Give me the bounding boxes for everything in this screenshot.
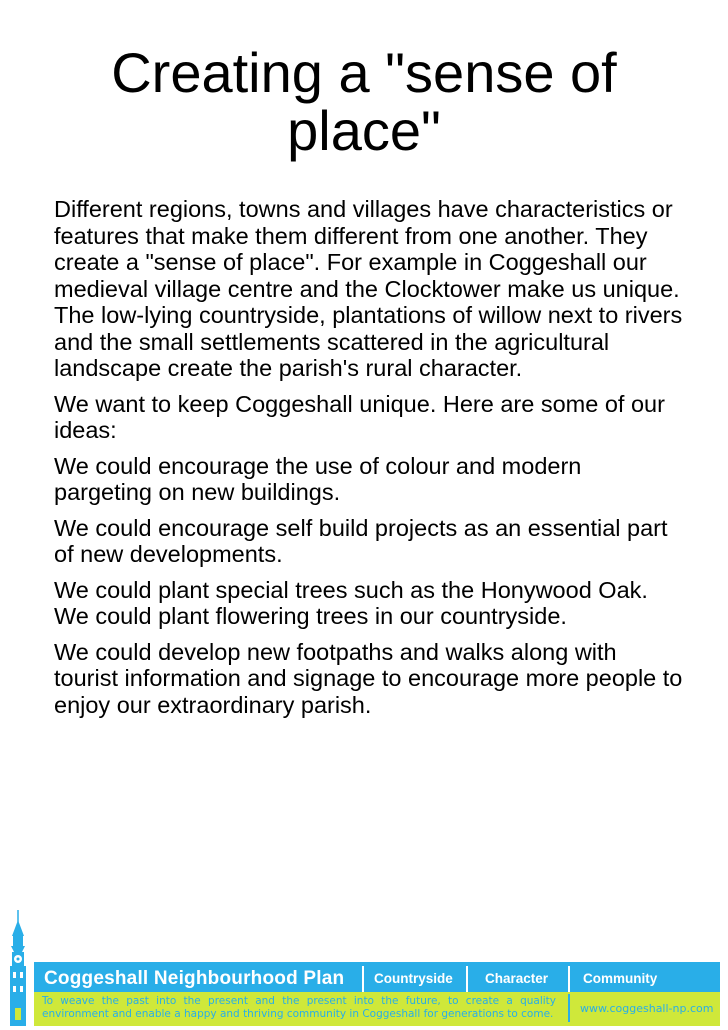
tag-community: Community — [583, 971, 658, 986]
website-link[interactable]: www.coggeshall-np.com — [580, 1002, 714, 1015]
paragraph-idea-colour: We could encourage the use of colour and modern pargeting on new buildings. — [54, 452, 582, 505]
paragraph-idea-trees: We could plant special trees such as the Honywood Oak. We could plant flowering trees in our countryside. — [54, 576, 648, 629]
clocktower-icon — [4, 908, 32, 1028]
divider — [568, 966, 570, 992]
footer-banner — [0, 908, 728, 1030]
tag-character: Character — [485, 971, 549, 986]
page-title: Creating a "sense of place" — [111, 41, 617, 162]
divider — [466, 966, 468, 992]
tag-countryside: Countryside — [374, 971, 453, 986]
paragraph-ideas-intro: We want to keep Coggeshall unique. Here are some of our ideas: — [54, 390, 665, 443]
body-text — [54, 196, 684, 727]
paragraph-intro: Different regions, towns and villages have characteristics or features that make them different from one another. They create a "sense of place". For example in Coggeshall our medieval village centre and the Clocktower make us unique. The low-lying countryside, plantations of willow next to rivers and the small settlements scattered in the agricultural landscape create the parish's rural character. — [54, 196, 683, 381]
paragraph-idea-footpaths: We could develop new footpaths and walks along with tourist information and signage to encourage more people to enjoy our extraordinary parish. — [54, 638, 683, 718]
plan-name: Coggeshall Neighbourhood Plan — [44, 968, 345, 989]
divider — [568, 994, 570, 1022]
mission-banner — [34, 992, 720, 1026]
mission-statement: To weave the past into the present and the present into the future, to create a quality environment and enable a happy and thriving community in Coggeshall for generations to come. — [42, 995, 556, 1020]
paragraph-idea-self-build: We could encourage self build projects as an essential part of new developments. — [54, 514, 668, 567]
divider — [362, 966, 364, 992]
